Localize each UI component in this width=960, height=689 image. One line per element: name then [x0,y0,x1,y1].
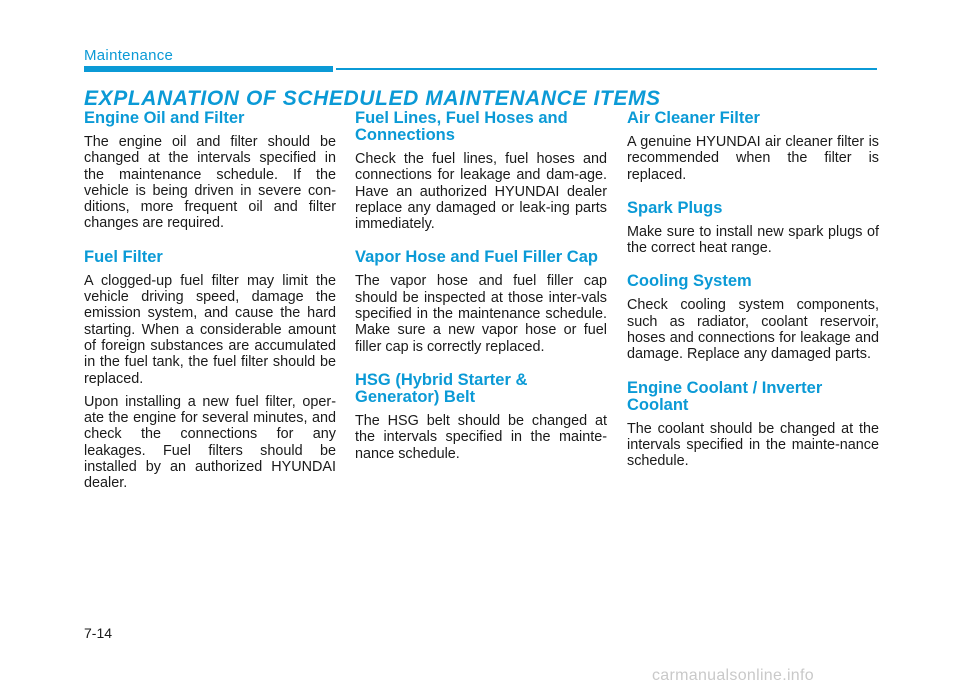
header-rule-thick [84,66,333,72]
item-paragraph: The engine oil and filter should be changed at the intervals specified in the maintenance schedule. If the vehicle is being driven in severe con-ditions, more frequent oil and filter changes are required. [84,134,336,232]
item-heading: Engine Oil and Filter [84,109,245,127]
column-3 [627,110,879,487]
item-paragraph: Upon installing a new fuel filter, oper-ate the engine for several minutes, and check the connections for any leakages. Fuel filters should be installed by an authorized HYUNDAI dealer. [84,393,336,492]
maintenance-item [627,273,879,362]
page-number: 7-14 [84,625,113,641]
column-1 [84,110,336,509]
item-paragraph: A genuine HYUNDAI air cleaner filter is recommended when the filter is replaced. [627,134,879,183]
maintenance-item [355,110,607,232]
item-heading: Engine Coolant / Inverter Coolant [627,378,823,414]
maintenance-item [627,110,879,183]
maintenance-item [627,200,879,257]
column-2 [355,110,607,479]
maintenance-item [355,249,607,354]
item-heading: Spark Plugs [627,198,723,217]
item-paragraph: The coolant should be changed at the intervals specified in the mainte-nance schedule. [627,420,879,470]
item-paragraph: Make sure to install new spark plugs of the correct heat range. [627,223,879,257]
maintenance-item [627,380,879,470]
watermark: carmanualsonline.info [652,667,814,684]
item-heading: Fuel Lines, Fuel Hoses and Connections [355,109,568,144]
page-title: EXPLANATION OF SCHEDULED MAINTENANCE ITEMS [84,87,661,110]
maintenance-item [84,249,336,492]
item-heading: Vapor Hose and Fuel Filler Cap [355,248,598,267]
item-paragraph: Check the fuel lines, fuel hoses and connections for leakage and dam-age. Have an authorized HYUNDAI dealer replace any damaged or leak-ing parts immediately. [355,151,607,233]
item-heading: Cooling System [627,272,752,291]
item-paragraph: Check cooling system components, such as radiator, coolant reservoir, hoses and connections for leakage and damage. Replace any damaged parts. [627,297,879,363]
item-paragraph: The HSG belt should be changed at the intervals specified in the mainte-nance schedule. [355,412,607,462]
item-paragraph: The vapor hose and fuel filler cap should be inspected at those inter-vals specified in the maintenance schedule. Make sure a new vapor hose or fuel filler cap is correctly replaced. [355,273,607,355]
item-heading: Air Cleaner Filter [627,109,760,127]
maintenance-item [84,110,336,232]
item-heading: HSG (Hybrid Starter & Generator) Belt [355,370,528,406]
section-label: Maintenance [84,47,174,64]
maintenance-item [355,372,607,462]
header-rule-thin [336,68,877,70]
item-paragraph: A clogged-up fuel filter may limit the vehicle driving speed, damage the emission system, and cause the hard starting. When a considerable amount of foreign substances are accumulated in the fuel tank, the fuel filter should be replaced. [84,272,336,387]
item-heading: Fuel Filter [84,247,163,266]
